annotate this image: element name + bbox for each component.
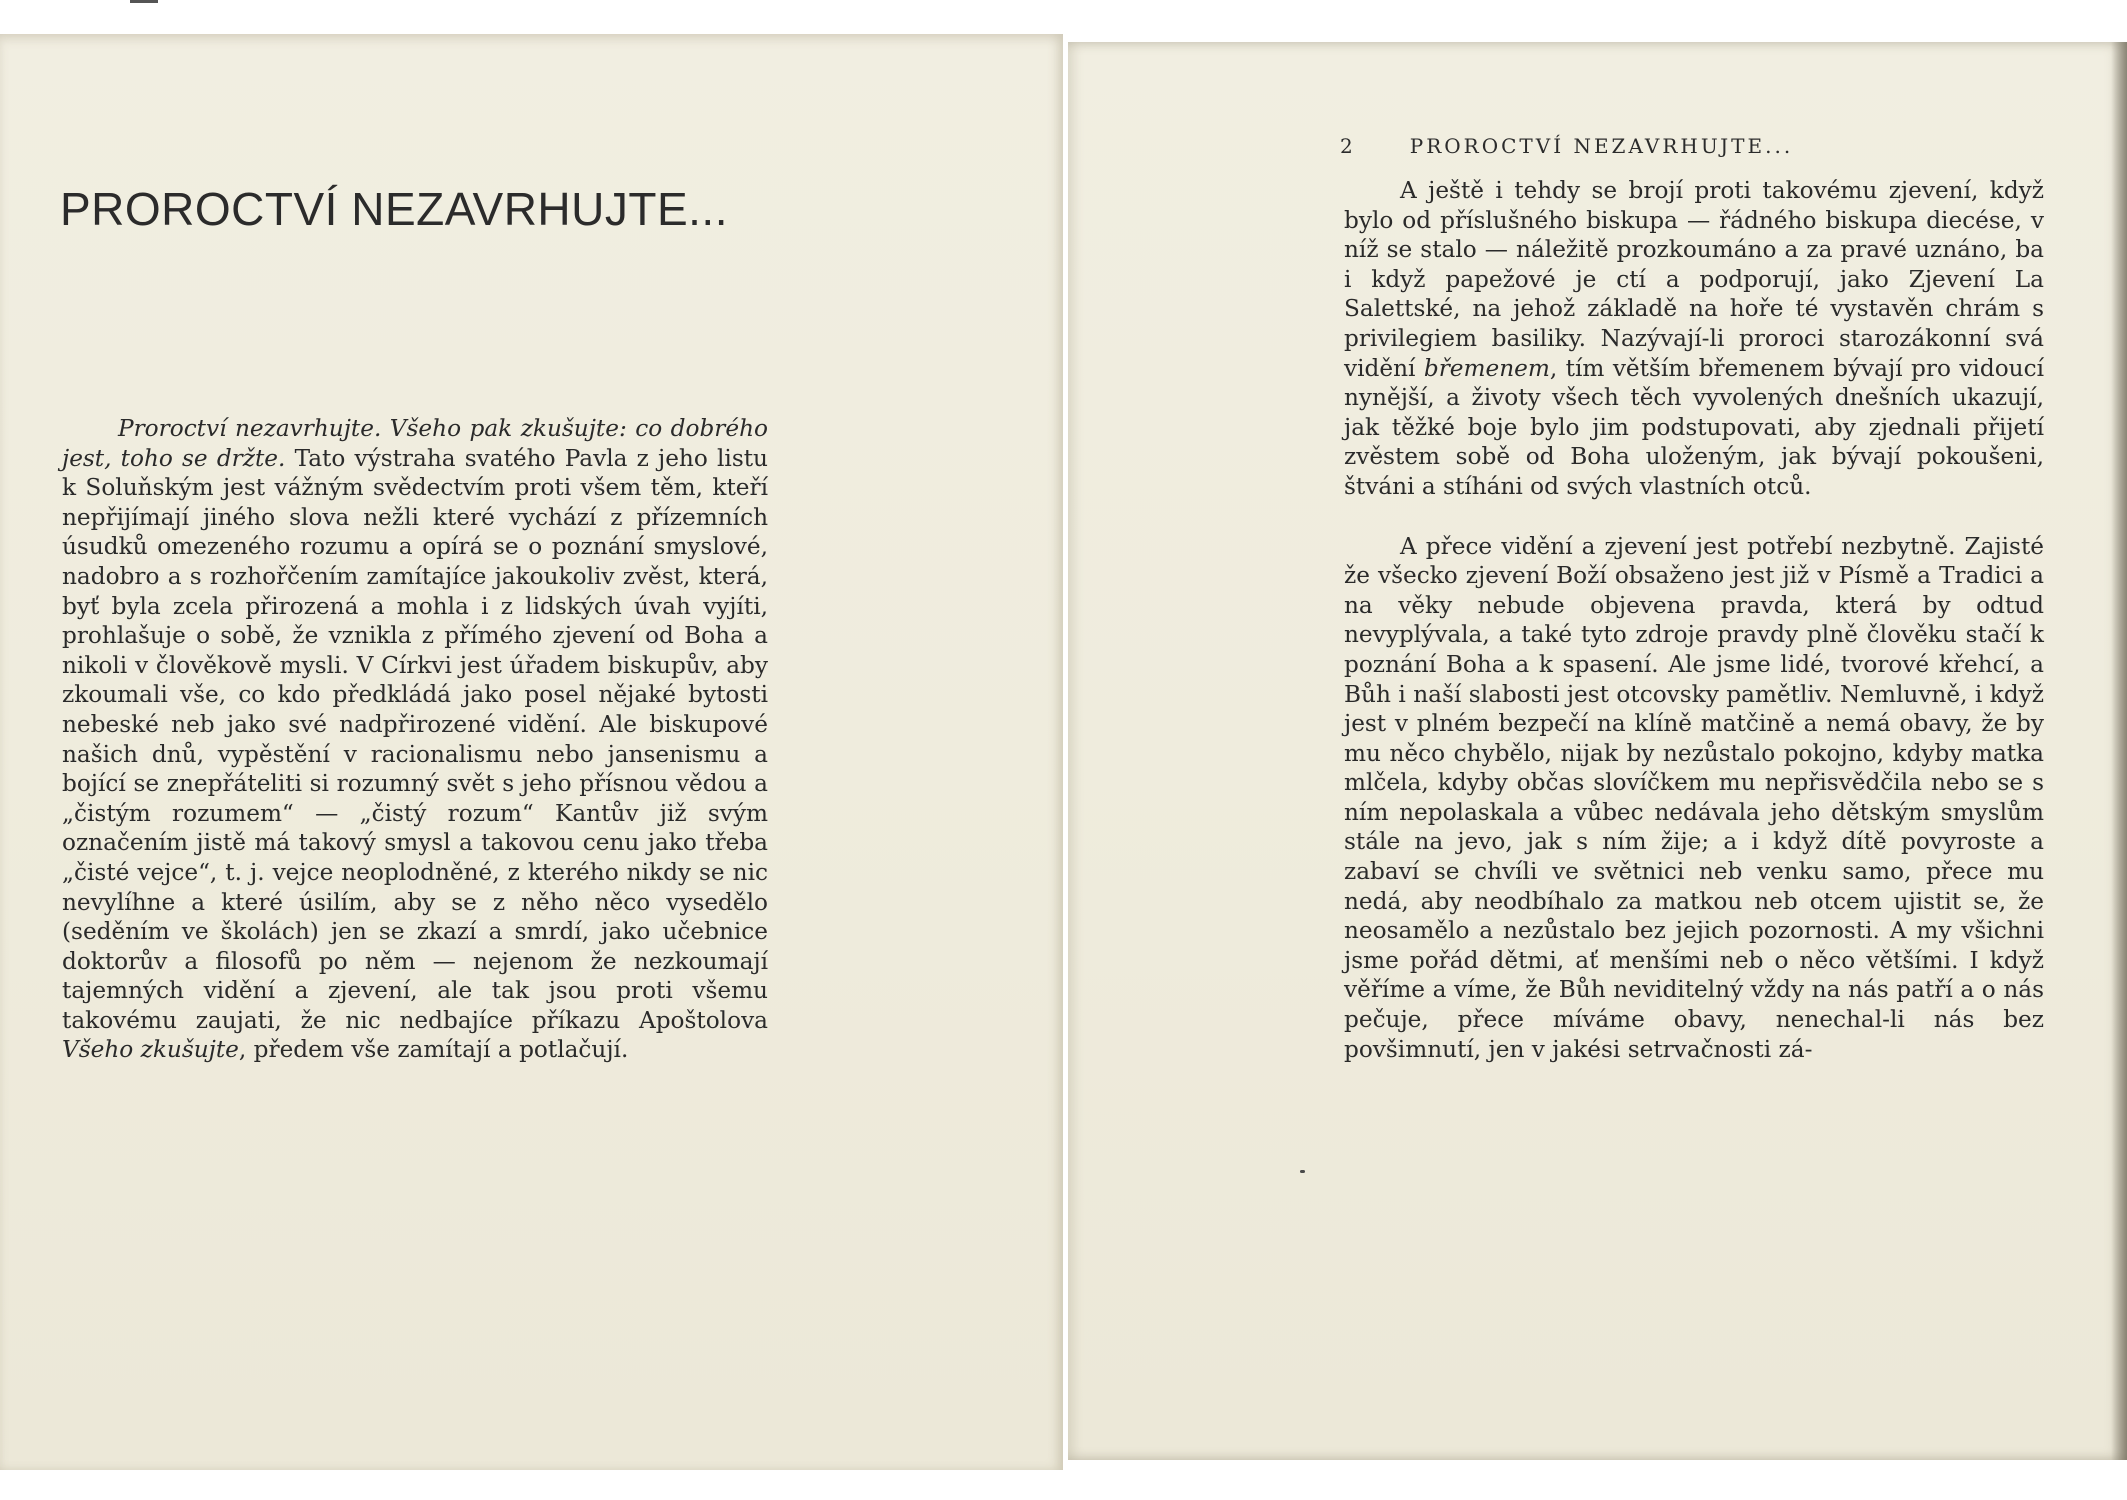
page-edge-shadow xyxy=(2111,42,2127,1460)
left-page xyxy=(0,34,1063,1470)
running-head-title: PROROCTVÍ NEZAVRHUJTE... xyxy=(1409,134,1794,158)
left-paragraph xyxy=(62,414,768,1065)
running-head xyxy=(1340,134,2100,158)
paragraph-text: A ještě i tehdy se brojí proti takovému zjevení, když bylo od příslušného biskupa — řádného biskupa diecése, v níž se stalo — náležitě prozkoumáno a za pravé uznáno, ba i když papežové je ctí a podporují, jako Zjevení La Salettské, na jehož základě na hoře té vystavěn chrám s privilegiem basiliky. Nazývají-li proroci starozákonní svá vidění xyxy=(1344,177,2044,382)
italic-phrase: Všeho zkušujte xyxy=(62,1036,239,1064)
right-paragraph-1 xyxy=(1344,176,2044,502)
stray-ink-mark xyxy=(1300,1170,1305,1173)
right-paragraph-2: A přece vidění a zjevení jest potřebí nezbytně. Zajisté že všecko zjevení Boží obsaženo jest již v Písmě a Tradici a na věky nebude objevena pravda, která by odtud nevyplývala, a také tyto zdroje pravdy plně člověku stačí k poznání Boha a k spasení. Ale jsme lidé, tvorové křehcí, a Bůh i naší slabosti jest otcovsky pamětliv. Nemluvně, i když jest v plném bezpečí na klíně matčině a nemá obavy, že by mu něco chybělo, nijak by nezůstalo pokojno, kdyby matka mlčela, kdyby občas slovíčkem mu nepřisvědčila nebo se s ním nepolaskala a vůbec nedávala jeho dětským smyslům stále na jevo, jak s ním žije; a i když dítě povyroste a zabaví se chvíli ve světnici neb venku samo, přece mu nedá, aby neodbíhalo za matkou neb otcem ujistit se, že neosamělo a nezůstalo bez jejich pozornosti. A my všichni jsme pořád dětmi, ať menšími neb o něco většími. I když věříme a víme, že Bůh neviditelný vždy na nás patří a o nás pečuje, přece míváme obavy, nenechal-li nás bez povšimnutí, jen v jakési setrvačnosti zá- xyxy=(1344,532,2044,1063)
chapter-title: PROROCTVÍ NEZAVRHUJTE... xyxy=(60,183,728,235)
right-page xyxy=(1068,42,2127,1460)
paragraph-text: Tato výstraha svatého Pavla z jeho listu k Soluňským jest vážným svědectvím proti všem těm, kteří nepřijímají jiného slova nežli které vychází z přízemních úsudků omezeného rozumu a opírá se o poznání smyslové, nadobro a s rozhořčením zamítajíce jakoukoliv zvěst, která, byť byla zcela přirozená a mohla i z lidských úvah vyjíti, prohlašuje o sobě, že vznikla z přímého zjevení od Boha a nikoli v člověkově mysli. V Církvi jest úřadem biskupův, aby zkoumali vše, co kdo předkládá jako posel nějaké bytosti nebeské neb jako své nadpřirozené vidění. Ale biskupové našich dnů, vypěstění v racionalismu nebo jansenismu a bojící se znepřáteliti si rozumný svět s jeho přísnou vědou a „čistým rozumem“ — „čistý rozum“ Kantův již svým označením jistě má takový smysl a takovou cenu jako třeba „čisté vejce“, t. j. vejce neoplodněné, z kterého nikdy se nic nevylíhne a které úsilím, aby se z něho něco vysedělo (seděním ve školách) jen se zkazí a smrdí, jako učebnice doktorův a filosofů po něm — nejenom že nezkoumají tajemných vidění a zjevení, ale tak jsou proti všemu takovému zaujati, že nic nedbajíce příkazu Apoštolova xyxy=(62,444,768,1034)
right-page-body xyxy=(1344,176,2044,1064)
scan-mark xyxy=(130,0,158,3)
italic-word: břemenem xyxy=(1423,354,1550,382)
page-number: 2 xyxy=(1340,134,1356,158)
opening-quote: Proroctví nezavrhujte. Všeho pak zkušujte: co dobrého jest, toho se držte. xyxy=(62,415,768,472)
paragraph-text-end: , tím větším břemenem bývají pro vidoucí nynější, a životy všech těch vyvolených dnešních ukazují, jak těžké boje bylo jim podstupovati, aby zjednali přijetí zvěstem sobě od Boha uloženým, jak bývají pokoušeni, štváni a stíháni od svých vlastních otců. xyxy=(1344,354,2044,500)
left-page-body xyxy=(62,414,768,1065)
paragraph-text-end: , předem vše zamítají a potlačují. xyxy=(238,1036,629,1064)
